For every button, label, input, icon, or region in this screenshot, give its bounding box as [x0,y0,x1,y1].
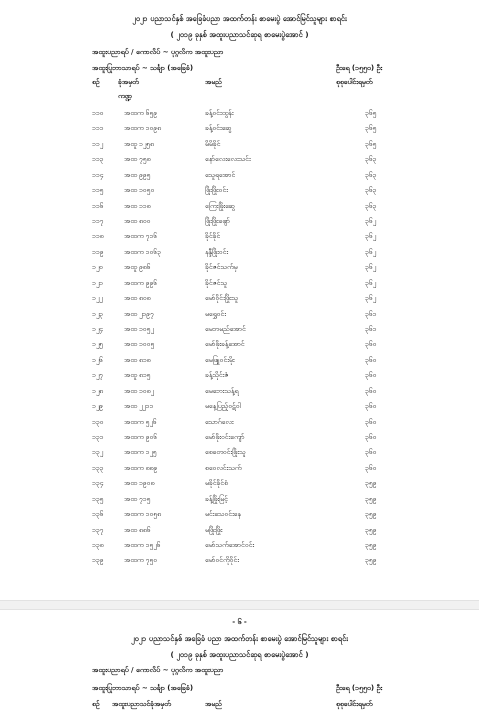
seat-number: အထ ၁၉၀၈ [124,479,155,488]
total-score: ၃၆၀ [365,463,377,472]
table-row [0,308,479,323]
table-row [0,277,479,292]
table-row [0,184,479,199]
total-score: ၃၆၂ [365,263,376,272]
row-number: ၁၁၄ [92,170,104,179]
seat-number: အထက ၉၉၆ [124,278,158,287]
category-label: အထူးပညာရပ် / ကောလိပ် ~ ပုဂ္ဂလိက အထူးပညာ [92,48,224,56]
table-row [0,369,479,384]
student-name: မော်ဖိုးဝင်းကျော် [205,433,245,442]
group-label: အထူးပြုဘာသာရပ် ~ သင်္ချာ (အခြေခံ) [92,64,194,72]
row-number: ၁၃၅ [92,494,104,503]
row-number: ၁၃၇ [92,525,104,534]
student-name: မော်သက်အောင်ဝင်း [205,541,255,550]
page-title: ၂၀၂၁ ပညာသင်နှစ် အခြေခံ ပညာ အထက်တန်း စာမေးပွဲ အောင်မြင်သူများ စာရင်း [131,634,348,643]
student-name: မော်ဝိုင်းဖြိုးသူ [205,294,239,303]
col-no-header: စဥ် [92,700,100,708]
col-no-subheader: ကဏ္ဍ [118,92,132,100]
table-row [0,493,479,508]
student-name: သေူရအောင် [205,170,236,179]
total-score: ၃၅၉ [365,494,377,503]
student-name: ခိုင်ဇင်သူ [205,278,227,287]
row-number: ၁၂၆ [92,355,103,364]
table-row [0,138,479,153]
student-name: မေဖြူဝင်းမိုး [205,355,235,364]
table-row [0,323,479,338]
page-2 [0,608,479,727]
row-number: ၁၁၇ [92,217,104,225]
seat-number: အထက ၁၂၅ [124,448,157,457]
total-score: ၃၆၀ [365,448,377,457]
table-row [0,107,479,122]
table-row [0,446,479,461]
total-score: ၃၆၂ [365,278,376,287]
col-id-header: ခုံအမှတ် [118,78,139,86]
col-id-header: အထူးပညာသင်ခုံအမှတ် [112,700,171,708]
row-number: ၁၃၁ [92,433,104,442]
total-score: ၃၆၅ [365,139,377,148]
student-name: မေဘမည်အောင် [205,325,246,334]
table-row [0,524,479,539]
total-score: ၃၅၉ [365,541,377,550]
table-row [0,508,479,523]
table-row [0,153,479,168]
total-score: ၃၅၉ [365,525,377,534]
student-name: ခန့်ဝင်းထွန်း [205,109,234,117]
student-name: စဝေလင်းသက် [205,463,242,472]
col-score-header: စုစုပေါင်းရမှတ် [336,78,373,86]
total-score: ၃၆၀ [365,433,377,442]
row-number: ၁၃၃ [92,463,104,472]
table-row [0,462,479,477]
row-number: ၁၂၁ [92,278,103,287]
seat-number: အထက ၆၅၉ [124,109,158,117]
total-score: ၃၅၉ [365,556,377,565]
seat-number: အထက ၉၀၆ [124,433,158,442]
total-score: ၃၆၅ [365,109,377,117]
group-label: အထူးပြုဘာသာရပ် ~ သင်္ချာ (အခြေခံ) [92,684,194,692]
student-name: ဖြိုးဖြိုးဝင်း [205,186,228,195]
seat-number: အထက ၈၈၉ [124,463,158,472]
seat-number: အထက ၁၅၂၆ [124,541,161,550]
table-row [0,477,479,492]
row-number: ၁၂၂ [92,294,103,303]
student-name: ကြေးဖြိုးဆွေ [205,201,236,210]
total-score: ၃၆၀ [365,340,377,349]
student-name: မခိုင်ခိုင်စံ [205,479,228,488]
page-subtitle: ( ၂၀၁၉ ခုနှစ် အထူးပညာသင်ဆုရ စာမေးပွဲအောင် ) [170,30,309,39]
student-name: မ​ဖြိုးဖြိုး [205,525,223,534]
row-number: ၁၁၅ [92,186,104,195]
student-name: မော်ဝင်ကိုဝိုင်း [205,556,239,565]
row-number: ၁၁၃ [92,155,104,164]
seat-number: အထ ၂၂၁၁ [124,402,154,411]
total-score: ၃၆၃ [365,201,377,210]
row-number: ၁၁၆ [92,201,104,210]
row-number: ၁၃၄ [92,479,104,488]
seat-number: အထက ၇၅၀ [124,556,158,565]
seat-number: အထ ၁၀၀၅ [124,340,155,349]
row-number: ၁၂၃ [92,309,103,318]
student-name: ခန့်ဝင်းဆွေ [205,124,232,133]
seat-number: အထက ၇၁၆ [124,232,158,241]
row-number: ၁၁၈ [92,232,104,241]
row-number: ၁၂၄ [92,325,103,334]
table-row [0,215,479,230]
row-number: ၁၃၆ [92,510,104,519]
total-score: ၃၆၂ [365,247,376,256]
seat-number: အထက ၁၀၉၈ [124,124,161,133]
row-number: ၁၃၉ [92,556,104,565]
total-score: ၃၆၂ [365,217,376,225]
table-row [0,385,479,400]
total-score: ၃၆၀ [365,386,377,395]
row-number: ၁၁၀ [92,109,104,117]
table-row [0,261,479,276]
seat-number: အထက ၅၂၆ [124,417,157,426]
quota-label: ဦးရေ (၁၅၅၀) ဦး [336,64,383,72]
table-row [0,200,479,215]
seat-number: အထ ၉၉၅ [124,170,151,179]
student-name: မရွှေဝင်း [205,309,226,318]
col-name-header: အမည် [205,78,222,86]
seat-number: အထ ၁၁၈ [124,201,151,210]
col-name-header: အမည် [205,700,222,708]
seat-number: အထ ၈၈၆ [124,525,151,534]
page-number: - ၆ - [232,618,247,626]
total-score: ၃၆၃ [365,186,377,195]
student-name: မော်ဖိုးခန့်အောင် [205,340,245,349]
total-score: ၃၆၀ [365,402,377,411]
table-row [0,292,479,307]
table-row [0,431,479,446]
page-title: ၂၀၂၁ ပညာသင်နှစ် အခြေခံပညာ အထက်တန်း စာမေးပွဲ အောင်မြင်သူများ စာရင်း [132,14,347,23]
student-name: မနေ့ပြည့်ဝဋ်ဝါ [205,402,241,411]
seat-number: အထက ၁၀၅၈ [124,510,161,519]
seat-number: အထ ၁၀၅၀ [124,186,155,195]
student-name: ခိုင်ခိုင် [205,232,221,241]
seat-number: အထ ၂၁၉၇ [124,309,154,318]
total-score: ၃၅၉ [365,510,377,519]
total-score: ၃၆၅ [365,124,377,133]
table-row [0,400,479,415]
student-name: မေဘေးသန့်ရ [205,386,239,395]
total-score: ၃၆၀ [365,371,377,380]
table-row [0,539,479,554]
seat-number: အထ ၈၀၀ [124,217,151,225]
student-name: မင်းသေဝင်းနေ [205,510,241,519]
row-number: ၁၁၉ [92,247,104,256]
seat-number: အထ ၈၁၈ [124,355,151,364]
table-row [0,122,479,137]
student-name: ခန့်ဖြိုးမြင့် [205,494,228,503]
page-subtitle: ( ၂၀၁၉ ခုနှစ် အထူးပညာသင်ဆုရ စာမေးပွဲအောင် ) [170,650,309,659]
category-label: အထူးပညာရပ် / ကောလိပ် ~ ပုဂ္ဂလိက အထူးပညာ [92,666,224,674]
student-name: သောဂ်လေး [205,417,234,426]
student-name: ခိုင်ဇင်သက်မှ [205,263,238,272]
student-name: နော်လေးလေးသင်း [205,155,251,164]
student-name: နန္ဒီဖြိုးဝင်း [205,247,229,256]
student-name: မိမိခိုင် [205,139,221,148]
seat-number: အထူ ၁၂၅၈ [124,139,154,148]
row-number: ၁၂၅ [92,340,103,349]
total-score: ၃၆၃ [365,155,377,164]
col-no-header: စဥ် [92,78,100,86]
row-number: ၁၂၀ [92,263,103,272]
table-row [0,230,479,245]
table-row [0,354,479,369]
total-score: ၃၆၁ [365,309,377,318]
table-row [0,246,479,261]
quota-label: ဦးရေ (၁၅၅၀) ဦး [336,684,383,692]
table-row [0,338,479,353]
table-row [0,169,479,184]
row-number: ၁၂၉ [92,402,103,411]
total-score: ၃၆၂ [365,232,376,241]
row-number: ၁၁၂ [92,139,103,148]
row-number: ၁၃၀ [92,417,104,426]
total-score: ၃၆၃ [365,170,377,179]
seat-number: အထက ၁၀၆၃ [124,247,161,256]
seat-number: အထ ၁၀၅၂ [124,325,154,334]
total-score: ၃၆၂ [365,294,376,303]
student-name: ခန့်သိုင်းဇံ [205,371,229,380]
student-name: ဖြိုးဖြိုးဖျော် [205,217,230,225]
seat-number: အထ ၇၅၈ [124,155,151,164]
table-row [0,416,479,431]
seat-number: အထ ၇၁၅ [124,494,151,503]
row-number: ၁၃၂ [92,448,103,457]
seat-number: အထ ၈၀၈ [124,294,151,303]
seat-number: အထူ ၉၈၆ [124,263,151,272]
total-score: ၃၅၉ [365,479,377,488]
student-name: စေတေဝင်းဖြိုးသူ [205,448,246,457]
seat-number: အထ ၁၀၈၂ [124,386,154,395]
row-number: ၁၂၈ [92,386,104,395]
seat-number: အထူ ၈၁၅ [124,371,151,380]
row-number: ၁၁၁ [92,124,104,133]
row-number: ၁၂၇ [92,371,103,380]
total-score: ၃၆၀ [365,355,377,364]
row-number: ၁၃၈ [92,541,104,550]
total-score: ၃၆၀ [365,417,377,426]
table-row [0,554,479,569]
col-score-header: စုစုပေါင်းရမှတ် [336,700,373,708]
total-score: ၃၆၁ [365,325,377,334]
